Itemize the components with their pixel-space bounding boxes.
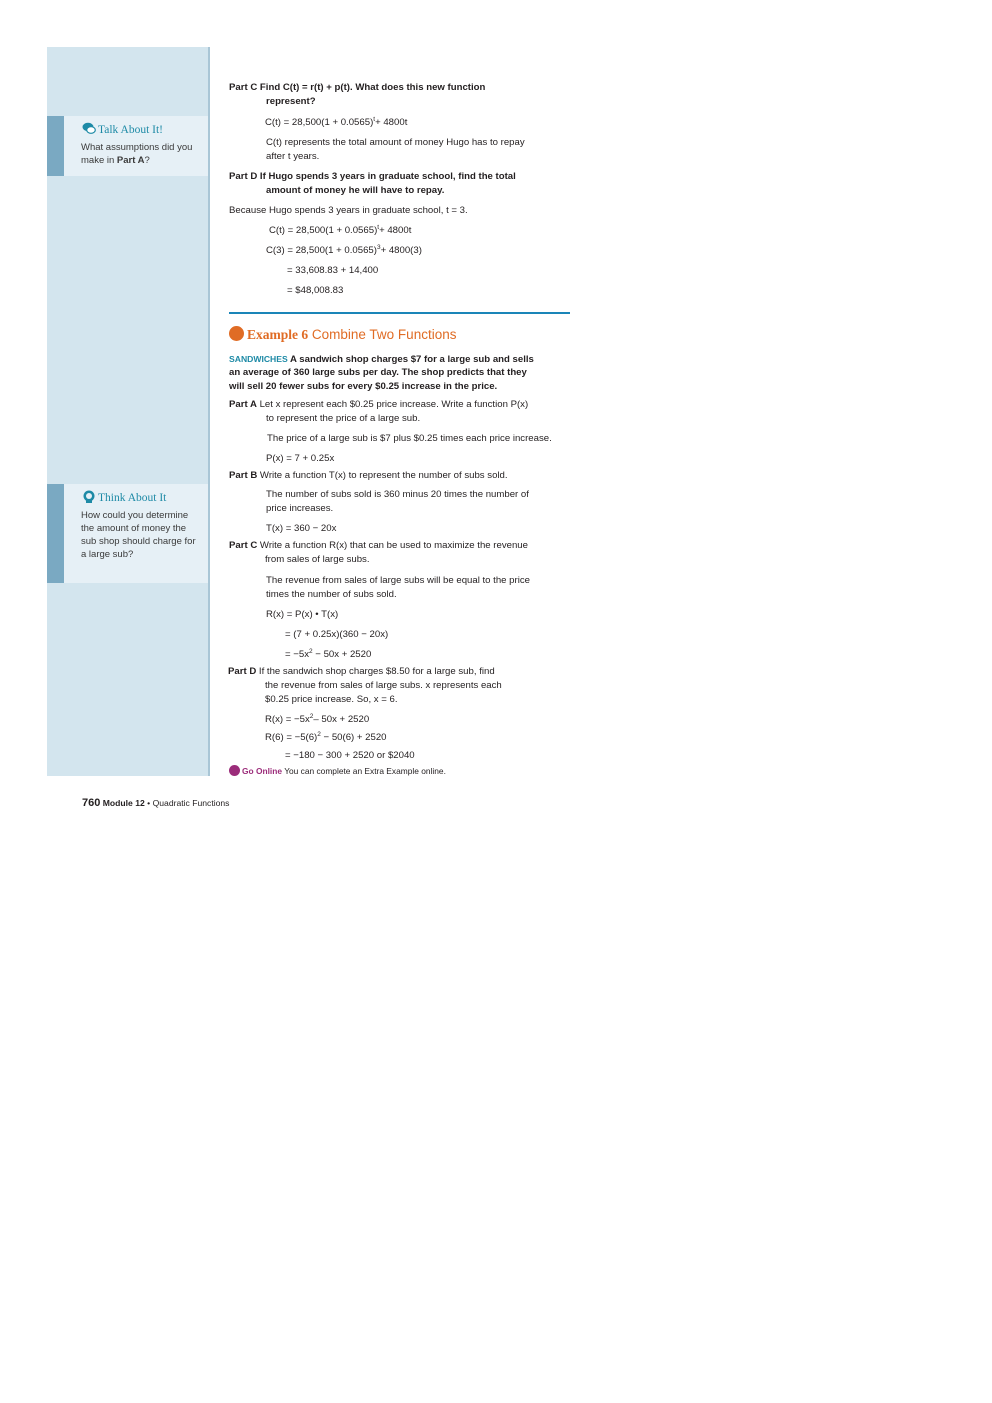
- speech-bubbles-icon: [82, 122, 96, 135]
- exc-question: Part C Write a function R(x) that can be used to maximize the revenue: [229, 540, 528, 551]
- talk-about-it-title: Talk About It!: [98, 124, 163, 136]
- example-tag: SANDWICHES: [229, 354, 288, 364]
- head-silhouette-icon: [82, 490, 96, 503]
- partc-question: Part C Find C(t) = r(t) + p(t). What does this new function: [229, 82, 486, 93]
- partd-question: Part D If Hugo spends 3 years in graduate school, find the total: [229, 171, 516, 182]
- exb-question: Part B Write a function T(x) to represent the number of subs sold.: [229, 470, 508, 481]
- example-title: Example 6 Combine Two Functions: [229, 326, 456, 343]
- go-online-link[interactable]: Go Online You can complete an Extra Example online.: [229, 764, 446, 779]
- example-prompt: SANDWICHES A sandwich shop charges $7 for a large sub and sells: [229, 354, 534, 365]
- exd-question: Part D If the sandwich shop charges $8.50 for a large sub, find: [228, 666, 495, 677]
- globe-icon: [229, 326, 244, 341]
- partc-equation: $C(t) = 28,500(1 + 0.0565)^t+ 4800t$: [265, 116, 408, 128]
- talk-about-it-part: Part A: [116, 155, 145, 166]
- think-about-it-note: [47, 484, 208, 583]
- think-about-it-body: How could you determine the amount of money the sub shop should charge for a large sub?: [81, 510, 196, 560]
- think-about-it-title: Think About It: [98, 492, 167, 504]
- talk-about-it-body: What assumptions did you make in: [81, 142, 193, 166]
- exa-question: Part A Let x represent each $0.25 price increase. Write a function P(x): [229, 399, 529, 410]
- sidebar-divider: [208, 47, 210, 776]
- go-online-icon: [229, 765, 240, 776]
- talk-about-it-note: Talk About It! What assumptions did you make in Part A?: [47, 116, 208, 176]
- page-number: 760: [82, 797, 101, 809]
- section-rule: [229, 312, 570, 314]
- page-footer: 760 Module 12 • Quadratic Functions: [82, 797, 230, 809]
